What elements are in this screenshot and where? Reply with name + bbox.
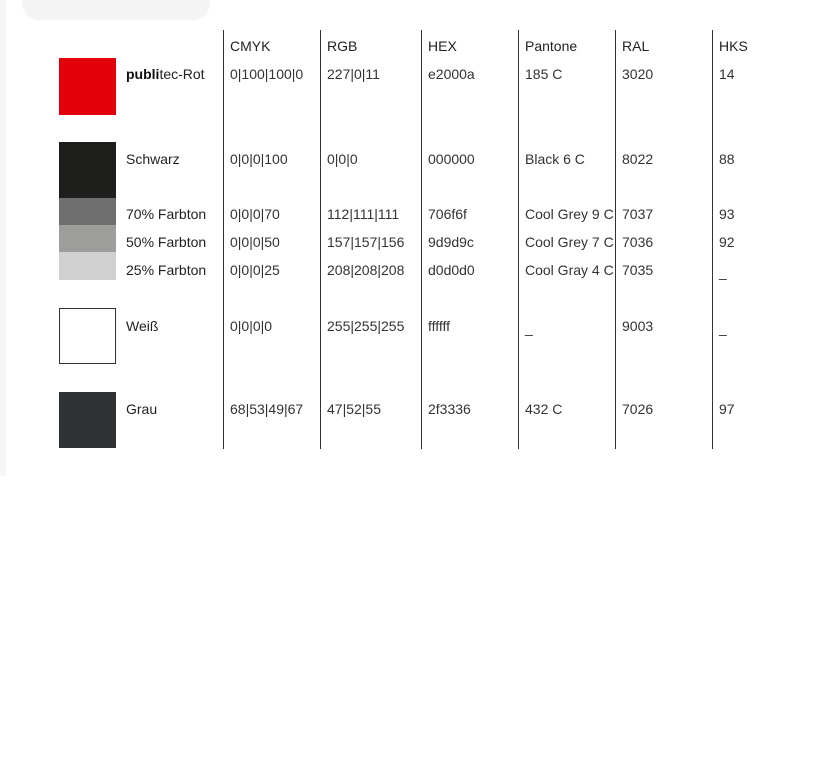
column-divider bbox=[320, 30, 321, 449]
rgb-value: 208|208|208 bbox=[327, 262, 405, 278]
color-swatch bbox=[59, 225, 116, 252]
color-name: 70% Farbton bbox=[126, 206, 207, 222]
ral-value: 7037 bbox=[622, 206, 654, 222]
header-cmyk: CMYK bbox=[230, 38, 271, 54]
color-name: Weiß bbox=[126, 318, 159, 334]
hks-value: 93 bbox=[719, 206, 735, 222]
column-divider bbox=[223, 30, 224, 449]
pantone-value: Cool Grey 9 C bbox=[525, 206, 614, 222]
header-rgb: RGB bbox=[327, 38, 358, 54]
pantone-value: Cool Grey 7 C bbox=[525, 234, 614, 250]
header-pantone: Pantone bbox=[525, 38, 578, 54]
color-name-bold: publi bbox=[126, 66, 160, 82]
column-divider bbox=[421, 30, 422, 449]
hex-value: e2000a bbox=[428, 66, 475, 82]
color-name: 25% Farbton bbox=[126, 262, 207, 278]
hks-value: 14 bbox=[719, 66, 735, 82]
ral-value: 3020 bbox=[622, 66, 654, 82]
hex-value: 9d9d9c bbox=[428, 234, 474, 250]
hks-value: 92 bbox=[719, 234, 735, 250]
rgb-value: 157|157|156 bbox=[327, 234, 405, 250]
cmyk-value: 0|0|0|0 bbox=[230, 318, 273, 334]
hex-value: 2f3336 bbox=[428, 401, 471, 417]
hks-value: 97 bbox=[719, 401, 735, 417]
color-name: Grau bbox=[126, 401, 158, 417]
rgb-value: 47|52|55 bbox=[327, 401, 381, 417]
cmyk-value: 0|0|0|25 bbox=[230, 262, 280, 278]
color-name: Schwarz bbox=[126, 151, 180, 167]
left-edge-shade bbox=[0, 0, 6, 476]
column-divider bbox=[712, 30, 713, 449]
hks-value: _ bbox=[719, 264, 727, 280]
header-hks: HKS bbox=[719, 38, 748, 54]
hex-value: 000000 bbox=[428, 151, 475, 167]
cmyk-value: 0|0|0|70 bbox=[230, 206, 280, 222]
color-swatch bbox=[59, 58, 116, 115]
cmyk-value: 0|100|100|0 bbox=[230, 66, 304, 82]
ral-value: 7036 bbox=[622, 234, 654, 250]
hks-value: 88 bbox=[719, 151, 735, 167]
cmyk-value: 0|0|0|100 bbox=[230, 151, 288, 167]
column-divider bbox=[518, 30, 519, 449]
ral-value: 9003 bbox=[622, 318, 654, 334]
rgb-value: 227|0|11 bbox=[327, 66, 380, 82]
color-swatch bbox=[59, 252, 116, 280]
pantone-value: Cool Gray 4 C bbox=[525, 262, 614, 278]
color-swatch bbox=[59, 198, 116, 225]
ral-value: 8022 bbox=[622, 151, 654, 167]
top-decoration bbox=[22, 0, 210, 20]
color-name bbox=[126, 66, 205, 82]
hex-value: 706f6f bbox=[428, 206, 467, 222]
hex-value: d0d0d0 bbox=[428, 262, 475, 278]
ral-value: 7035 bbox=[622, 262, 654, 278]
color-swatch bbox=[59, 308, 116, 364]
rgb-value: 0|0|0 bbox=[327, 151, 358, 167]
pantone-value: Black 6 C bbox=[525, 151, 585, 167]
hex-value: ffffff bbox=[428, 318, 451, 334]
color-name-rest: tec-Rot bbox=[159, 66, 205, 82]
pantone-value: _ bbox=[525, 320, 533, 336]
cmyk-value: 68|53|49|67 bbox=[230, 401, 304, 417]
pantone-value: 185 C bbox=[525, 66, 563, 82]
hks-value: _ bbox=[719, 320, 727, 336]
column-divider bbox=[615, 30, 616, 449]
cmyk-value: 0|0|0|50 bbox=[230, 234, 280, 250]
rgb-value: 112|111|111 bbox=[327, 206, 400, 222]
color-name: 50% Farbton bbox=[126, 234, 207, 250]
ral-value: 7026 bbox=[622, 401, 654, 417]
pantone-value: 432 C bbox=[525, 401, 563, 417]
rgb-value: 255|255|255 bbox=[327, 318, 405, 334]
color-swatch bbox=[59, 392, 116, 448]
header-ral: RAL bbox=[622, 38, 650, 54]
header-hex: HEX bbox=[428, 38, 457, 54]
color-swatch bbox=[59, 142, 116, 198]
